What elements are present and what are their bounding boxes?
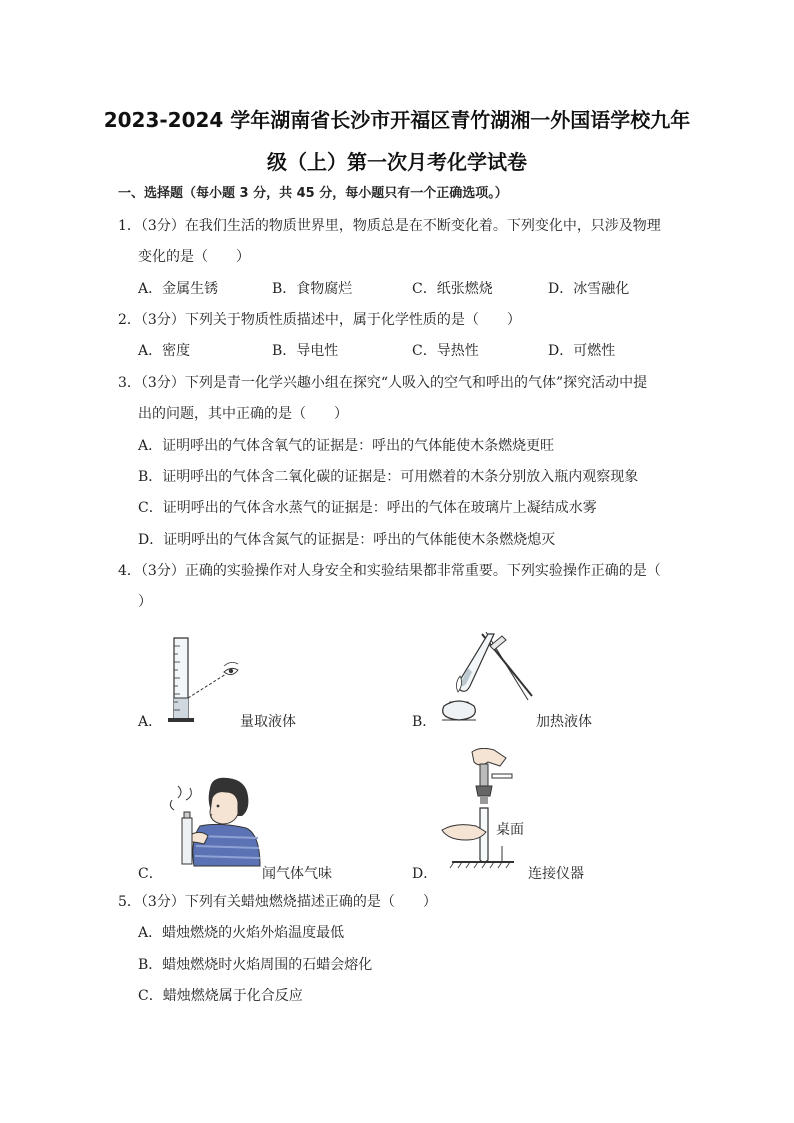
option-d: D．可燃性: [548, 343, 616, 359]
option-c: C．纸张燃烧: [412, 281, 493, 297]
figure-a-caption: 量取液体: [240, 714, 296, 730]
question-3-option-b: B．证明呼出的气体含二氧化碳的证据是：可用燃着的木条分别放入瓶内观察现象: [138, 469, 639, 485]
option-a: A．金属生锈: [138, 281, 219, 297]
figure-b-letter: B．: [412, 714, 437, 730]
question-1-text-cont: 变化的是（ ）: [138, 249, 250, 265]
exam-title-line-2: 级（上）第一次月考化学试卷: [267, 150, 527, 174]
question-3-option-a: A．证明呼出的气体含氧气的证据是：呼出的气体能使木条燃烧更旺: [138, 438, 555, 454]
question-5-option-a: A．蜡烛燃烧的火焰外焰温度最低: [138, 925, 345, 941]
figure-d-letter: D．: [412, 866, 438, 882]
question-1-text: 1．（3分）在我们生活的物质世界里，物质总是在不断变化着。下列变化中，只涉及物理: [118, 218, 661, 234]
question-3-option-c: C．证明呼出的气体含水蒸气的证据是：呼出的气体在玻璃片上凝结成水雾: [138, 500, 597, 516]
figure-a-letter: A．: [138, 714, 163, 730]
question-5-option-c: C．蜡烛燃烧属于化合反应: [138, 988, 303, 1004]
figure-b-caption: 加热液体: [536, 714, 592, 730]
graduated-cylinder-illustration: [158, 632, 250, 728]
question-4-text: 4．（3分）正确的实验操作对人身安全和实验结果都非常重要。下列实验操作正确的是（: [118, 563, 661, 579]
question-5-option-b: B．蜡烛燃烧时火焰周围的石蜡会熔化: [138, 957, 373, 973]
figure-c-caption: 闻气体气味: [262, 866, 332, 882]
question-3-option-d: D．证明呼出的气体含氮气的证据是：呼出的气体能使木条燃烧熄灭: [138, 532, 556, 548]
question-4-text-cont: ）: [138, 594, 152, 610]
connecting-apparatus-illustration: [436, 748, 522, 872]
option-a: A．密度: [138, 343, 191, 359]
figure-c-letter: C．: [138, 866, 163, 882]
question-3-text: 3．（3分）下列是青一化学兴趣小组在探究“人吸入的空气和呼出的气体”探究活动中提: [118, 375, 648, 391]
question-5-text: 5．（3分）下列有关蜡烛燃烧描述正确的是（ ）: [118, 894, 437, 910]
option-b: B．食物腐烂: [272, 281, 353, 297]
figure-d-caption: 连接仪器: [528, 866, 584, 882]
question-2-text: 2．（3分）下列关于物质性质描述中，属于化学性质的是（ ）: [118, 312, 521, 328]
option-d: D．冰雪融化: [548, 281, 630, 297]
option-c: C．导热性: [412, 343, 479, 359]
heating-liquid-illustration: [430, 626, 542, 728]
option-b: B．导电性: [272, 343, 339, 359]
section-heading: 一、选择题（每小题 3 分，共 45 分，每小题只有一个正确选项。）: [118, 186, 508, 201]
smelling-gas-illustration: [164, 776, 264, 868]
figure-d-table-label: 桌面: [496, 822, 524, 838]
exam-title-line-1: 2023-2024 学年湖南省长沙市开福区青竹湖湘一外国语学校九年: [103, 108, 691, 132]
question-3-text-cont: 出的问题，其中正确的是（ ）: [138, 406, 348, 422]
